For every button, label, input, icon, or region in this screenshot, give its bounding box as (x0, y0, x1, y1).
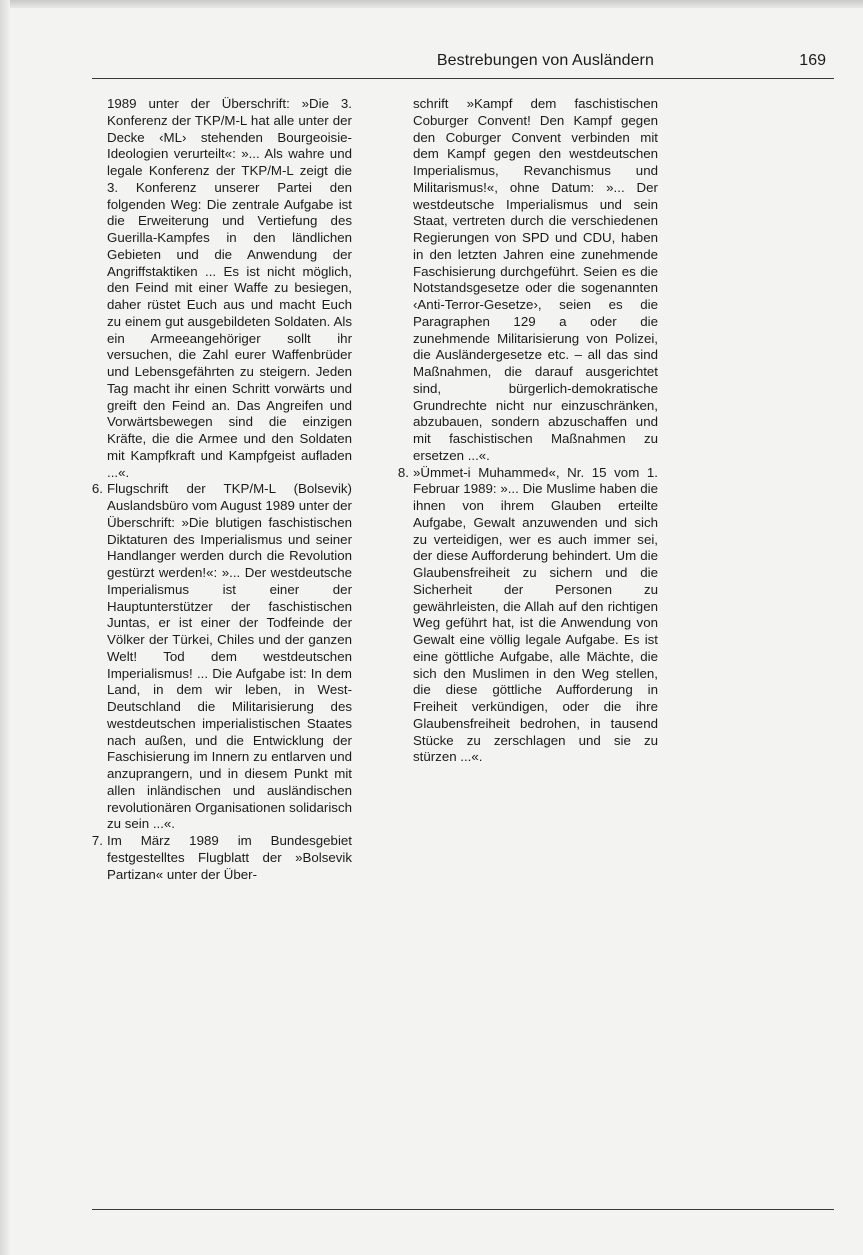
right-column (397, 96, 658, 766)
scan-edge-top (0, 0, 863, 8)
list-item-8 (397, 464, 658, 767)
list-item-text: Im März 1989 im Bundesgebiet festgestelltes Flugblatt der »Bolsevik Partizan« unter der Über- (107, 833, 352, 882)
page-header (92, 48, 834, 78)
running-title: Bestrebungen von Ausländern (436, 52, 654, 69)
list-item-6 (91, 481, 352, 833)
list-item-text: Flugschrift der TKP/M-L (Bolsevik) Auslandsbüro vom August 1989 unter der Überschrift: »Die blutigen faschistischen Diktaturen des Imperialismus und seiner Handlanger werden durch die Revolution gestürzt werden!«: »... Der westdeutsche Imperialismus ist einer der Hauptunterstützer der faschistischen Juntas, er ist einer der Todfeinde der Völker der Türkei, Chiles und der ganzen Welt! Tod dem westdeutschen Imperialismus! ... Die Aufgabe ist: In dem Land, in dem wir leben, in West-Deutschland die Militarisierung des westdeutschen imperialistischen Staates nach außen, und die Entwicklung der Faschisierung im Innern zu entlarven und anzuprangern, und in diesem Punkt mit allen inländischen und ausländischen revolutionären Organisationen solidarisch zu sein ...«. (107, 481, 352, 832)
list-item-number: 8. (397, 464, 409, 480)
list-item-7 (91, 833, 352, 883)
left-column (91, 96, 352, 883)
footer-rule (92, 1209, 834, 1210)
page-number: 169 (799, 52, 826, 69)
list-item-number: 6. (91, 481, 103, 497)
header-rule (92, 78, 834, 79)
right-column-continuation: schrift »Kampf dem faschistischen Coburger Convent! Den Kampf gegen den Coburger Convent verbinden mit dem Kampf gegen den westdeutschen Imperialismus, Revanchismus und Militarismus!«, ohne Datum: »... Der westdeutsche Imperialismus und sein Staat, vertreten durch die verschiedenen Regierungen von SPD und CDU, haben in den letzten Jahren eine zunehmende Faschisierung durchgeführt. Seien es die Notstandsgesetze oder die sogenannten ‹Anti-Terror-Gesetze›, seien es die Paragraphen 129 a oder die zunehmende Militarisierung von Polizei, die Ausländergesetze etc. – all das sind Maßnahmen, die darauf ausgerichtet sind, bürgerlich-demokratische Grundrechte nicht nur einzuschränken, abzubauen, sondern abzuschaffen und mit faschistischen Maßnahmen zu ersetzen ...«. (413, 96, 658, 463)
left-column-continuation: 1989 unter der Überschrift: »Die 3. Konferenz der TKP/M-L hat alle unter der Decke ‹ML› stehenden Bourgeoisie-Ideologien verurteilt«: »... Als wahre und legale Konferenz der TKP/M-L zeigt die 3. Konferenz unserer Partei den folgenden Weg: Die zentrale Aufgabe ist die Erweiterung und Vertiefung des Guerilla-Kampfes in den ländlichen Gebieten und die Anwendung der Angriffstaktiken ... Es ist nicht möglich, den Feind mit einer Waffe zu besiegen, daher rüstet Euch aus und macht Euch zu einem gut ausgebildeten Soldaten. Als ein Armeeangehöriger sollt ihr versuchen, die Zahl eurer Waffenbrüder und Lebensgefährten zu steigern. Jeden Tag macht ihr einen Schritt vorwärts und greift den Feind an. Das Angreifen und Vorwärtsbewegen sind die einzigen Kräfte, die die Armee und den Soldaten mit Kampfkraft und Kampfgeist aufladen ...«. (107, 96, 352, 480)
list-item-number: 7. (91, 833, 103, 848)
list-item-text: »Ümmet-i Muhammed«, Nr. 15 vom 1. Februar 1989: »... Die Muslime haben die ihnen von ihrem Glauben erteilte Aufgabe, Gewalt anzuwenden und sich zu verteidigen, wer es auch immer sei, der diese Aufforderung behindert. Um die Glaubensfreiheit zu sichern und die Sicherheit der Personen zu gewährleisten, die Allah auf den richtigen Weg geführt hat, ist die Anwendung von Gewalt eine völlig legale Aufgabe. Es ist eine göttliche Aufgabe, alle Mächte, die sich den Muslimen in den Weg stellen, die diese göttliche Aufforderung in Freiheit verkündigen, oder die ihre Glaubensfreiheit bedrohen, in tausend Stücke zu zerschlagen und sie zu stürzen ...«. (413, 464, 658, 765)
scan-edge-left (0, 0, 10, 1255)
